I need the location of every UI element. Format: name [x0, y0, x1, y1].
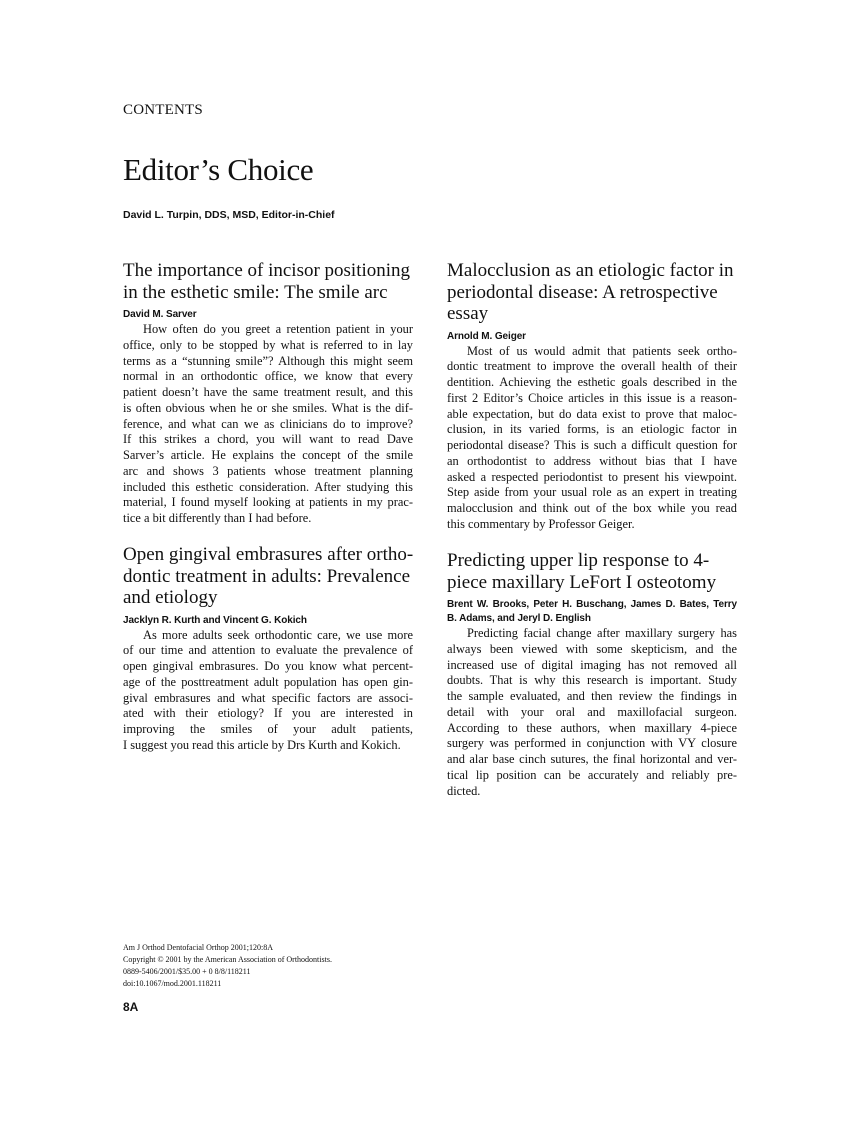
- heading-line: The importance of incisor positioning: [123, 260, 411, 281]
- summary-line: I suggest you read this article by Drs Kurth and Kokich.: [123, 737, 401, 752]
- summary-line: As more adults seek orthodontic care, we use more: [143, 627, 413, 642]
- author-line: Arnold M. Geiger: [447, 330, 526, 342]
- page-number: 8A: [123, 1000, 139, 1014]
- summary-line: arc and shows 3 patients whose treatment planning: [123, 463, 413, 478]
- heading-line: piece maxillary LeFort I osteotomy: [447, 571, 717, 593]
- summary-line: dicted.: [447, 783, 481, 798]
- summary-line: periodontal disease? This is such a difficult question for: [447, 438, 737, 452]
- summary-line: first 2 Editor’s Choice articles in this issue is a reason-: [447, 390, 737, 405]
- footer-copyright: Copyright © 2001 by the American Association of Orthodontists.: [123, 955, 332, 964]
- summary-line: is often obvious when he or she smiles. What is the dif-: [123, 400, 413, 415]
- article-heading: [447, 260, 737, 325]
- summary-line: Most of us would admit that patients seek ortho-: [467, 343, 737, 358]
- article-heading: [123, 544, 413, 609]
- summary-line: detail with your oral and maxillofacial surgeon.: [447, 704, 737, 719]
- summary-line: terms as a “stunning smile”? Although this might seem: [123, 353, 413, 368]
- summary-line: office, only to be stopped by what is referred to in lay: [123, 337, 413, 352]
- author-line: Jacklyn R. Kurth and Vincent G. Kokich: [123, 614, 307, 626]
- summary-line: included this esthetic consideration. After studying this: [123, 479, 413, 494]
- article-heading: [447, 550, 737, 593]
- footer-doi: doi:10.1067/mod.2001.118211: [123, 979, 222, 988]
- heading-line: Predicting upper lip response to 4-: [447, 550, 710, 571]
- author-line: David M. Sarver: [123, 309, 197, 320]
- summary-line: Predicting facial change after maxillary surgery has: [467, 626, 737, 640]
- summary-line: and alar base cinch sutures, the final horizontal and ver-: [447, 752, 737, 766]
- summary-line: Step aside from your usual role as an expert in treating: [447, 485, 737, 500]
- summary-line: patient doesn’t have the same treatment result, and this: [123, 385, 413, 399]
- page-title: Editor’s Choice: [123, 152, 314, 187]
- summary-line: this commentary by Professor Geiger.: [447, 516, 635, 531]
- summary-line: the sample evaluated, and then review the findings in: [447, 689, 737, 703]
- summary-line: asked a respected periodontist to present his viewpoint.: [447, 469, 737, 484]
- summary-line: age of the posttreatment adult population has open gin-: [123, 674, 413, 689]
- summary-line: an orthodontist to address without bias that I have: [447, 453, 737, 468]
- section-label: CONTENTS: [123, 102, 203, 118]
- footer-citation: Am J Orthod Dentofacial Orthop 2001;120:8A: [123, 943, 273, 952]
- author-line: B. Adams, and Jeryl D. English: [447, 613, 591, 624]
- article-upper-lip-lefort: [447, 550, 737, 799]
- summary-line: dontic treatment to improve the overall health of their: [447, 359, 737, 374]
- article-gingival-embrasures: [123, 544, 413, 754]
- summary-line: Sarver’s article. He explains the concept of the smile: [123, 448, 413, 462]
- summary-line: clusion, in its varied forms, is an etiologic factor in: [447, 422, 737, 437]
- article-malocclusion-periodontal: [447, 260, 737, 533]
- heading-line: and etiology: [123, 587, 218, 608]
- article-heading: [123, 260, 413, 303]
- article-authors: [447, 598, 737, 626]
- heading-line: in the esthetic smile: The smile arc: [123, 281, 388, 303]
- heading-line: Open gingival embrasures after ortho-: [123, 544, 414, 565]
- article-authors: [123, 308, 413, 322]
- summary-line: surgery was performed in conjunction with VY closure: [447, 736, 737, 751]
- summary-line: malocclusion and think out of the box while you read: [447, 501, 737, 515]
- summary-line: normal in an orthodontic office, we know that every: [123, 369, 413, 384]
- citation-footer: [123, 942, 332, 990]
- footer-issn: 0889-5406/2001/$35.00 + 0 8/8/118211: [123, 967, 251, 976]
- article-summary: [123, 628, 413, 754]
- article-summary: [447, 626, 737, 799]
- summary-line: improving the smiles of your adult patients,: [123, 722, 413, 736]
- article-summary: [123, 322, 413, 527]
- summary-line: tice a bit differently than I had before.: [123, 511, 312, 525]
- heading-line: Malocclusion as an etiologic factor in: [447, 260, 734, 281]
- summary-line: material, I found myself looking at patients in my prac-: [123, 495, 413, 510]
- editor-byline: David L. Turpin, DDS, MSD, Editor-in-Chief: [123, 209, 335, 221]
- summary-line: doubts. That is why this research is important. Study: [447, 673, 737, 688]
- article-authors: [123, 614, 413, 628]
- summary-line: always been viewed with some skepticism, and the: [447, 641, 737, 656]
- summary-line: increased use of digital imaging has not removed all: [447, 657, 737, 672]
- article-summary: [447, 344, 737, 533]
- summary-line: tical lip position can be accurately and reliably pre-: [447, 767, 737, 782]
- summary-line: dentition. Achieving the esthetic goals described in the: [447, 375, 737, 389]
- article-smile-arc: [123, 260, 413, 527]
- summary-line: ference, and what can we as clinicians do to improve?: [123, 416, 413, 431]
- summary-line: According to these authors, when maxillary 4-piece: [447, 720, 737, 735]
- summary-line: How often do you greet a retention patient in your: [143, 322, 413, 336]
- article-authors: [447, 330, 737, 344]
- author-line: Brent W. Brooks, Peter H. Buschang, James D. Bates, Terry: [447, 599, 737, 610]
- summary-line: ated with their etiology? If you are interested in: [123, 706, 413, 721]
- summary-line: If this strikes a chord, you will want to read Dave: [123, 432, 413, 447]
- heading-line: periodontal disease: A retrospective: [447, 281, 718, 303]
- summary-line: able expectation, but do data exist to prove that maloc-: [447, 406, 737, 421]
- heading-line: dontic treatment in adults: Prevalence: [123, 565, 411, 587]
- heading-line: essay: [447, 303, 489, 324]
- summary-line: of our time and attention to evaluate the prevalence of: [123, 643, 413, 658]
- summary-line: open gingival embrasures. Do you know what percent-: [123, 659, 413, 673]
- summary-line: gival embrasures and what specific factors are associ-: [123, 690, 413, 705]
